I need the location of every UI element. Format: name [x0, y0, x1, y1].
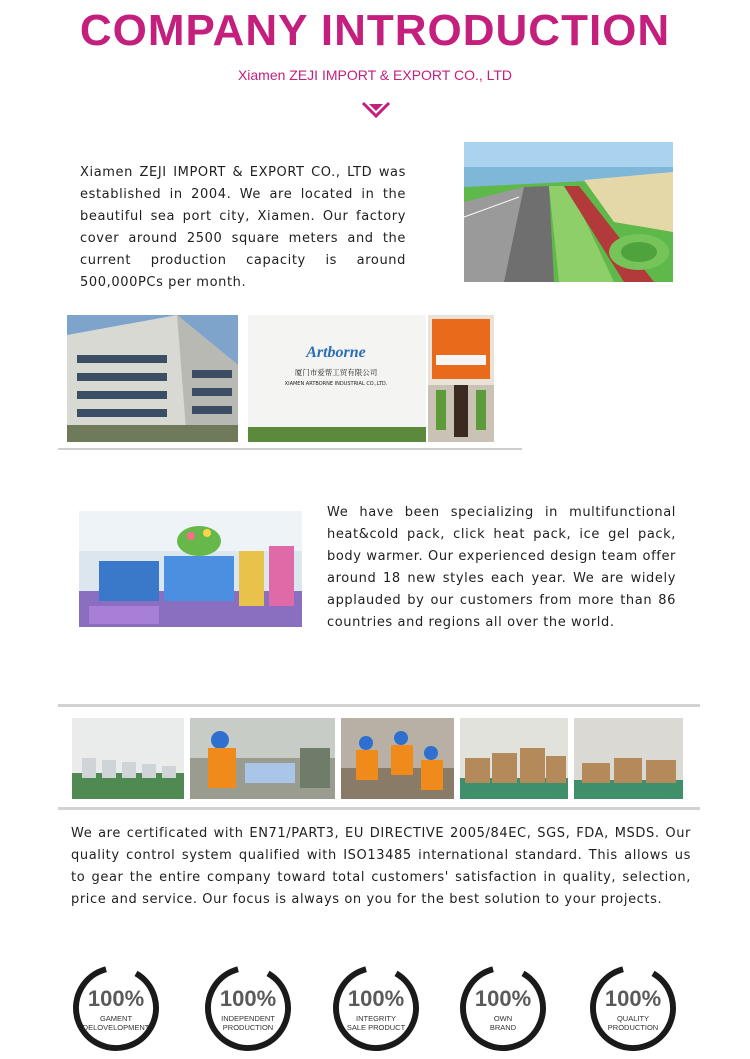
company-subtitle: Xiamen ZEJI IMPORT & EXPORT CO., LTD [237, 67, 513, 83]
certification-paragraph: We are certificated with EN71/PART3, EU DIRECTIVE 2005/84EC, SGS, FDA, MSDS. Our quality control system qualified with ISO13485 international standard. This allows us to gear the entire company toward total customers' satisfaction in quality, selection, price and service. Our focus is always on you for the best solution to your projects. [71, 826, 691, 907]
badge-percent: 100% [604, 986, 662, 1011]
divider [58, 448, 522, 450]
badge-percent: 100% [474, 986, 532, 1011]
product-display-photo [79, 511, 302, 627]
badge-gament-development [70, 962, 162, 1054]
intro-paragraph: Xiamen ZEJI IMPORT & EXPORT CO., LTD was established in 2004. We are located in the beautiful sea port city, Xiamen. Our factory cover around 2500 square meters and the current production capacity is around 500,000PCs per month. [80, 165, 406, 290]
badge-quality-production [587, 962, 679, 1054]
office-building-photo [67, 315, 238, 442]
workers-assembly-photo [341, 718, 454, 799]
divider [58, 704, 700, 707]
badge-row [70, 962, 690, 1054]
badge-independent-production [202, 962, 294, 1054]
workers-packing-photo [190, 718, 335, 799]
warehouse-boxes-photo [460, 718, 568, 799]
divider [58, 807, 700, 810]
badge-label: PRODUCTION [607, 1023, 659, 1032]
chevron-down-icon [361, 101, 391, 119]
badge-integrity-sale [330, 962, 422, 1054]
badge-label: GAMENT [99, 1014, 133, 1023]
company-name-cn: 厦门市爱帮工贸有限公司 [294, 368, 378, 377]
badge-percent: 100% [219, 986, 277, 1011]
badge-label: PRODUCTION [222, 1023, 274, 1032]
company-name-en: XIAMEN ARTBORNE INDUSTRIAL CO.,LTD. [284, 381, 388, 387]
brand-logo: Artborne [306, 344, 366, 361]
badge-own-brand [457, 962, 549, 1054]
reception-photo [428, 315, 494, 442]
badge-label: OWN [493, 1014, 513, 1023]
badge-percent: 100% [87, 986, 145, 1011]
badge-label: INDEPENDENT [221, 1014, 275, 1023]
factory-floor-photo [72, 718, 184, 799]
badge-label: QUALITY [616, 1014, 650, 1023]
specialization-paragraph: We have been specializing in multifunctional heat&cold pack, click heat pack, ice gel pack, body warmer. Our experienced design team offer around 18 new styles each year. We are widely applauded by our customers from more than 86 countries and regions all over the world. [327, 505, 676, 630]
badge-label: INTEGRITY [355, 1014, 396, 1023]
company-sign-photo [248, 315, 426, 442]
coastal-road-photo [464, 142, 673, 282]
badge-label: SALE PRODUCT [346, 1023, 406, 1032]
badge-label: BRAND [489, 1023, 517, 1032]
page-title: COMPANY INTRODUCTION [79, 6, 671, 55]
stock-room-photo [574, 718, 683, 799]
badge-label: DELOVELOPMENT [82, 1023, 150, 1032]
badge-percent: 100% [347, 986, 405, 1011]
